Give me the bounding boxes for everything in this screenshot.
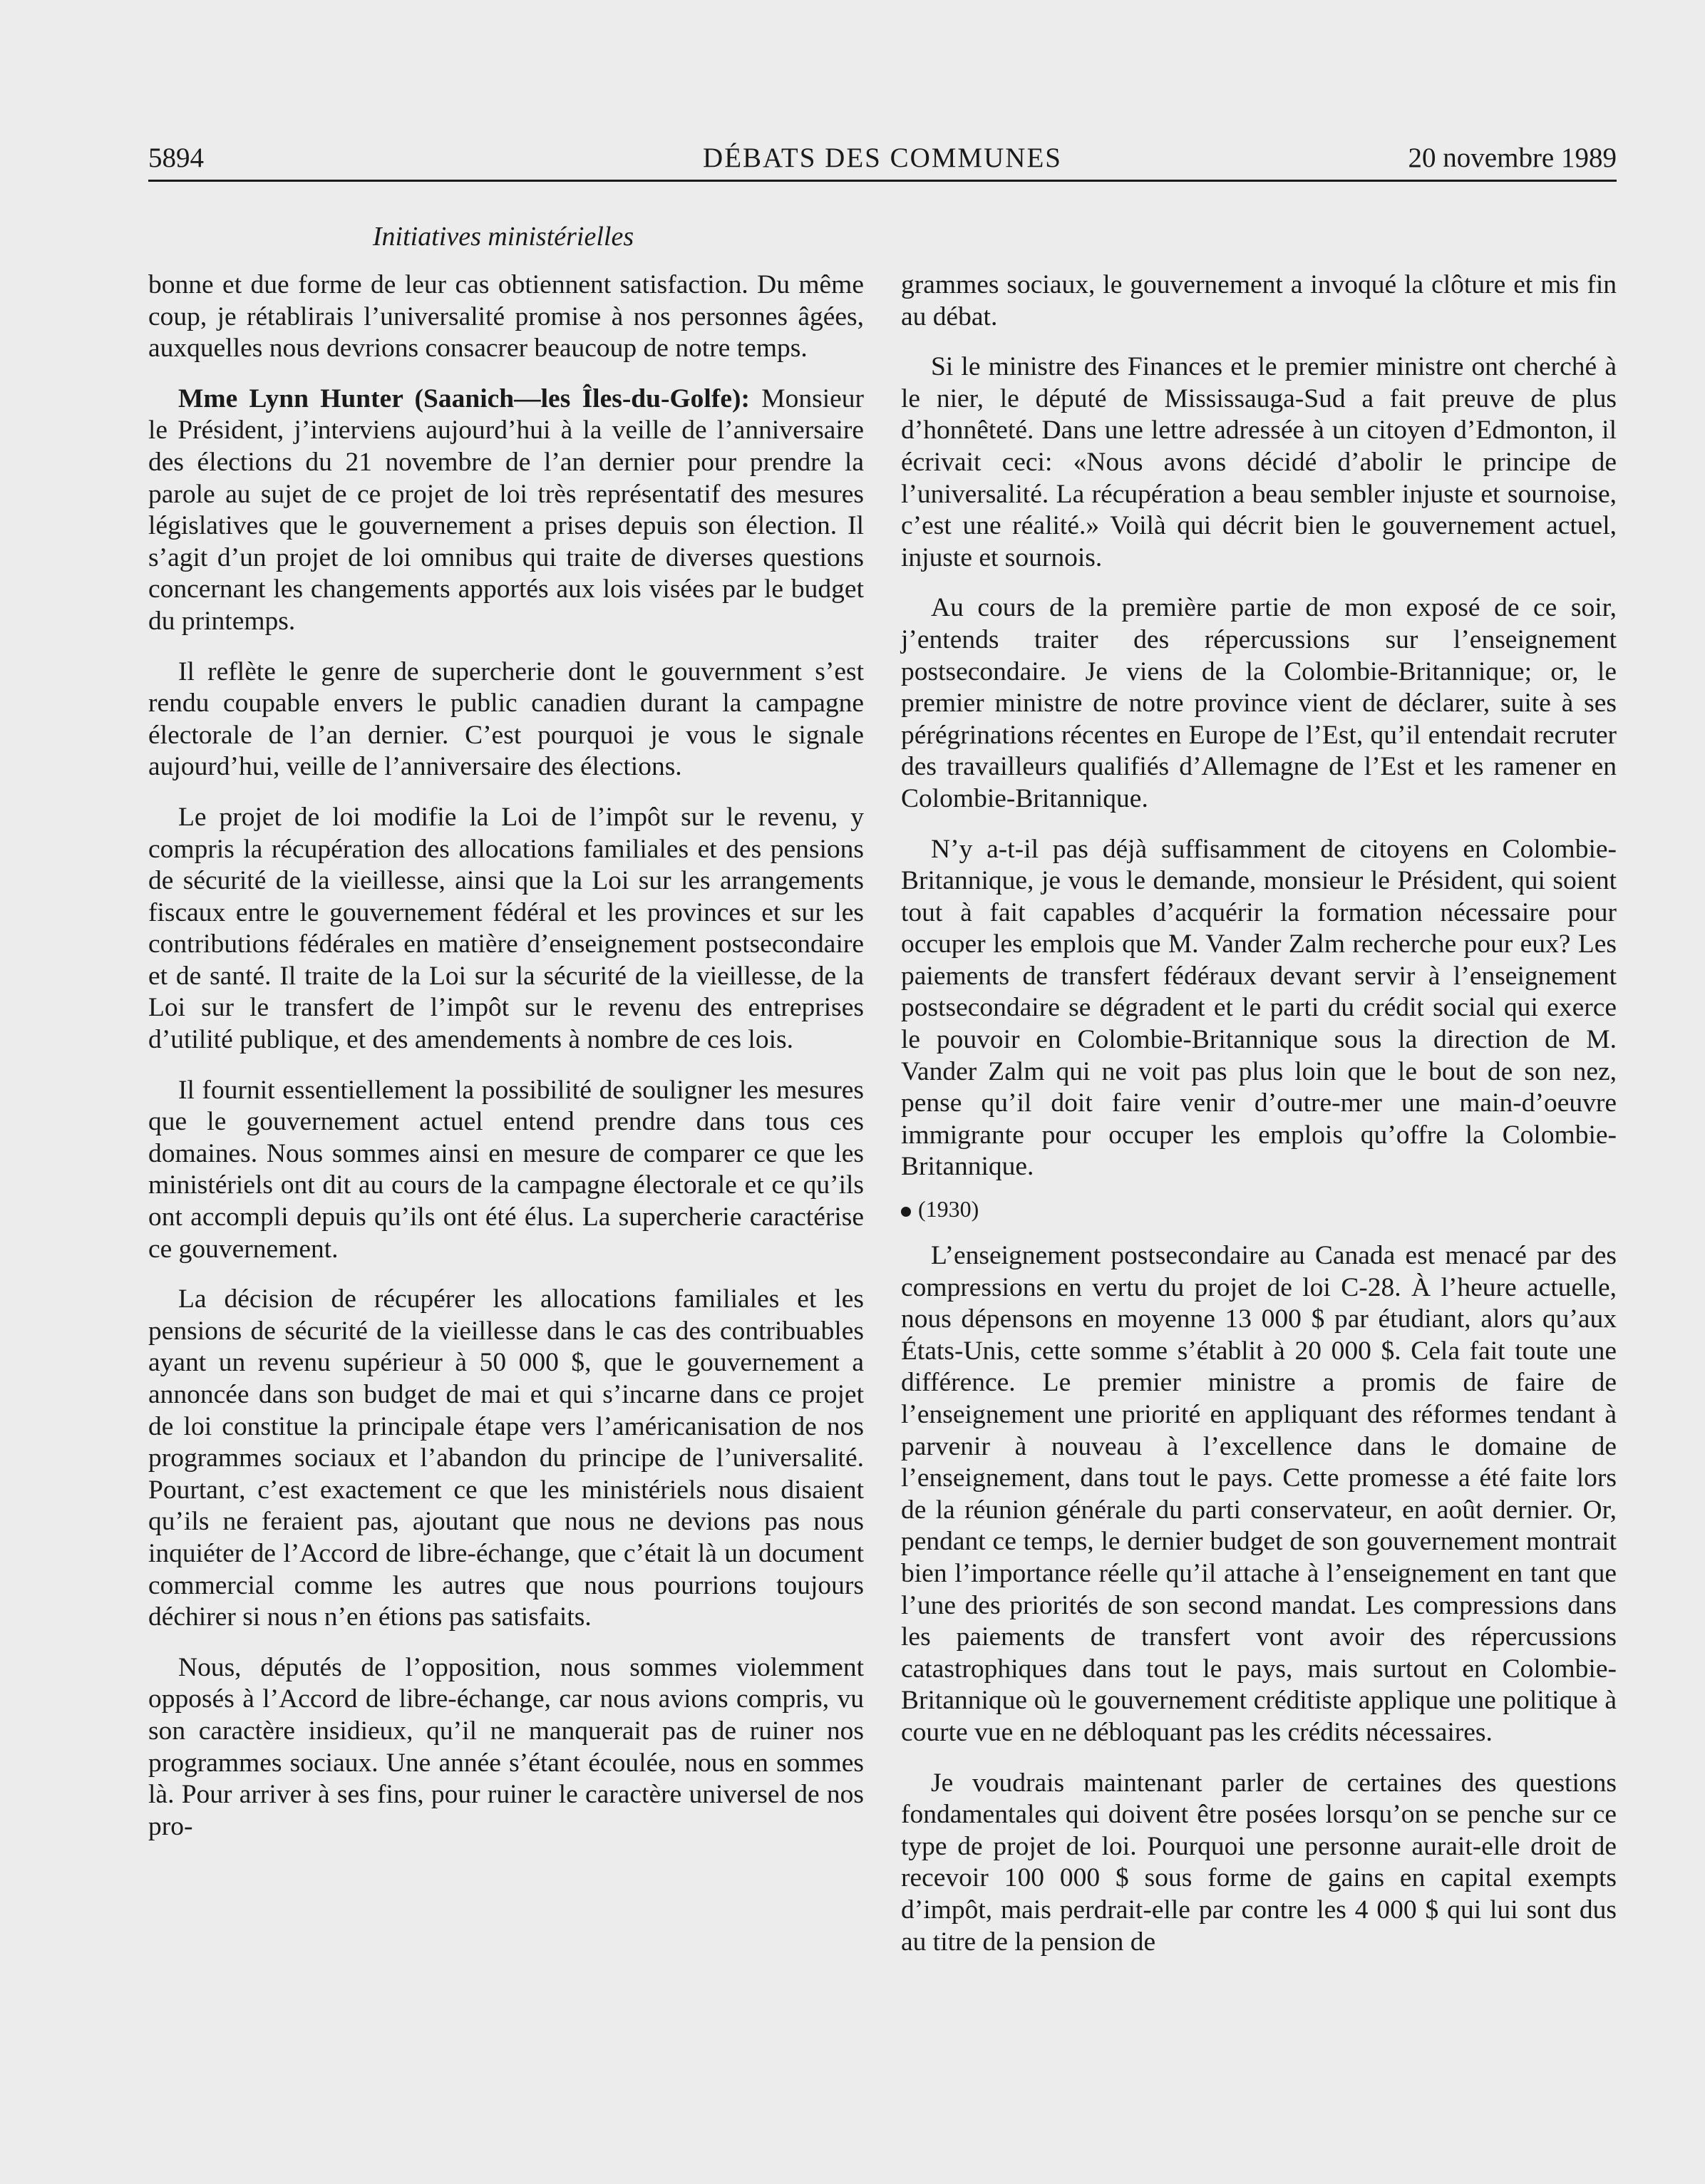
paragraph: La décision de récupérer les allocations familiales et les pensions de sécurité de la vieillesse dans le cas des contribuables ayant un revenu supérieur à 50 000 $, que le gouvernement a annoncée dans son budget de mai et qui s’incarne dans ce projet de loi constitue la principale étape vers l’américanisation de nos programmes sociaux et l’abandon du principe de l’universalité. Pourtant, c’est exactement ce que les ministériels nous disaient qu’ils ne feraient pas, ajoutant que nous ne devions pas nous inquiéter de l’Accord de libre-échange, que c’était là un document commercial comme les autres que nous pourrions toujours déchirer si nous n’en étions pas satisfaits. [148,1284,864,1632]
paragraph: Nous, députés de l’opposition, nous sommes violemment opposés à l’Accord de libre-échange, car nous avions compris, vu son caractère insidieux, qu’il ne manquerait pas de ruiner nos programmes sociaux. Une année s’étant écoulée, nous en sommes là. Pour arriver à ses fins, pour ruiner le caractère universel de nos pro- [148,1652,864,1841]
paragraph: Si le ministre des Finances et le premier ministre ont cherché à le nier, le député de Mississauga-Sud a fait preuve de plus d’honnêteté. Dans une lettre adressée à un citoyen d’Edmonton, il écrivait ceci: «Nous avons décidé d’abolir le principe de l’universalité. La récupération a beau sembler injuste et sournoise, c’est une réalité.» Voilà qui décrit bien le gouvernement actuel, injuste et sournois. [901,352,1617,572]
time-marker-text: (1930) [918,1196,979,1222]
paragraph: Je voudrais maintenant parler de certaines des questions fondamentales qui doivent être posées lorsqu’on se penche sur ce type de projet de loi. Pourquoi une personne aurait-elle droit de recevoir 100 000 $ sous forme de gains en capital exempts d’impôt, mais perdrait-elle par contre les 4 000 $ qui lui sont dus au titre de la pension de [901,1768,1617,1957]
paragraph: Il reflète le genre de supercherie dont le gouvernment s’est rendu coupable envers le public canadien durant la campagne électorale de l’an dernier. C’est pourquoi je vous le signale aujourd’hui, veille de l’anniversaire des élections. [148,656,864,782]
right-column [901,269,1617,1977]
paragraph: Il fournit essentiellement la possibilité de souligner les mesures que le gouvernement actuel entend prendre dans tous ces domaines. Nous sommes ainsi en mesure de comparer ce que les ministériels ont dit au cours de la campagne électorale et ce qu’ils ont accompli depuis qu’ils ont été élus. La supercherie caractérise ce gouvernement. [148,1075,864,1264]
speaker-paragraph [148,383,864,638]
left-column [148,269,864,1861]
journal-title: DÉBATS DES COMMUNES [703,143,1062,173]
paragraph: grammes sociaux, le gouvernement a invoqué la clôture et mis fin au débat. [901,270,1617,331]
speaker-text: Monsieur le Président, j’interviens aujourd’hui à la veille de l’anniversaire des élections du 21 novembre de l’an dernier pour prendre la parole au sujet de ce projet de loi très représentatif des mesures législatives que le gouvernement a prises depuis son élection. Il s’agit d’un projet de loi omnibus qui traite de diverses questions concernant les changements apportés aux lois visées par le budget du printemps. [148,383,865,636]
bullet-icon [901,1207,911,1217]
header-date: 20 novembre 1989 [1408,143,1617,173]
section-heading: Initiatives ministérielles [372,222,634,252]
page-number: 5894 [148,143,204,173]
paragraph: Le projet de loi modifie la Loi de l’impôt sur le revenu, y compris la récupération des allocations familiales et des pensions de sécurité de la vieillesse, ainsi que la Loi sur les arrangements fiscaux entre le gouvernement fédéral et les provinces et sur les contributions fédérales en matière d’enseignement postsecondaire et de santé. Il traite de la Loi sur la sécurité de la vieillesse, de la Loi sur le transfert de l’impôt sur le revenu des entreprises d’utilité publique, et des amendements à nombre de ces lois. [148,802,864,1055]
paragraph: L’enseignement postsecondaire au Canada est menacé par des compressions en vertu du projet de loi C-28. À l’heure actuelle, nous dépensons en moyenne 13 000 $ par étudiant, alors qu’aux États-Unis, cette somme s’établit à 20 000 $. Cela fait toute une différence. Le premier ministre a promis de faire de l’enseignement une priorité en appliquant des réformes tendant à parvenir à nouveau à l’excellence dans le domaine de l’enseignement, dans tout le pays. Cette promesse a été faite lors de la réunion générale du parti conservateur, en août dernier. Or, pendant ce temps, le dernier budget de son gouvernement montrait bien l’importance réelle qu’il attache à l’enseignement en tant que l’une des priorités de son second mandat. Les compressions dans les paiements de transfert vont avoir des répercussions catastrophiques dans tout le pays, mais surtout en Colombie-Britannique où le gouvernement créditiste applique une politique à courte vue en ne débloquant pas les crédits nécessaires. [901,1241,1617,1747]
time-marker [901,1193,1617,1225]
paragraph: N’y a-t-il pas déjà suffisamment de citoyens en Colombie-Britannique, je vous le demande, monsieur le Président, qui soient tout à fait capables d’acquérir la formation nécessaire pour occuper les emplois que M. Vander Zalm recherche pour eux? Les paiements de transfert fédéraux devant servir à l’enseignement postsecondaire se dégradent et le parti du crédit social qui exerce le pouvoir en Colombie-Britannique sous la direction de M. Vander Zalm qui ne voit pas plus loin que le bout de son nez, pense qu’il doit faire venir d’outre-mer une main-d’oeuvre immigrante pour occuper les emplois qu’offre la Colombie-Britannique. [901,834,1617,1182]
paragraph: bonne et due forme de leur cas obtiennent satisfaction. Du même coup, je rétablirais l’universalité promise à nos personnes âgées, auxquelles nous devrions consacrer beaucoup de notre temps. [148,270,864,364]
speaker-name: Mme Lynn Hunter (Saanich—les Îles-du-Golfe): [178,383,750,413]
paragraph: Au cours de la première partie de mon exposé de ce soir, j’entends traiter des répercussions sur l’enseignement postsecondaire. Je viens de la Colombie-Britannique; or, le premier ministre de notre province vient de déclarer, suite à ses pérégrinations récentes en Europe de l’Est, qu’il entendait recruter des travailleurs qualifiés d’Allemagne de l’Est et les ramener en Colombie-Britannique. [901,593,1617,813]
page-header [148,137,1617,182]
